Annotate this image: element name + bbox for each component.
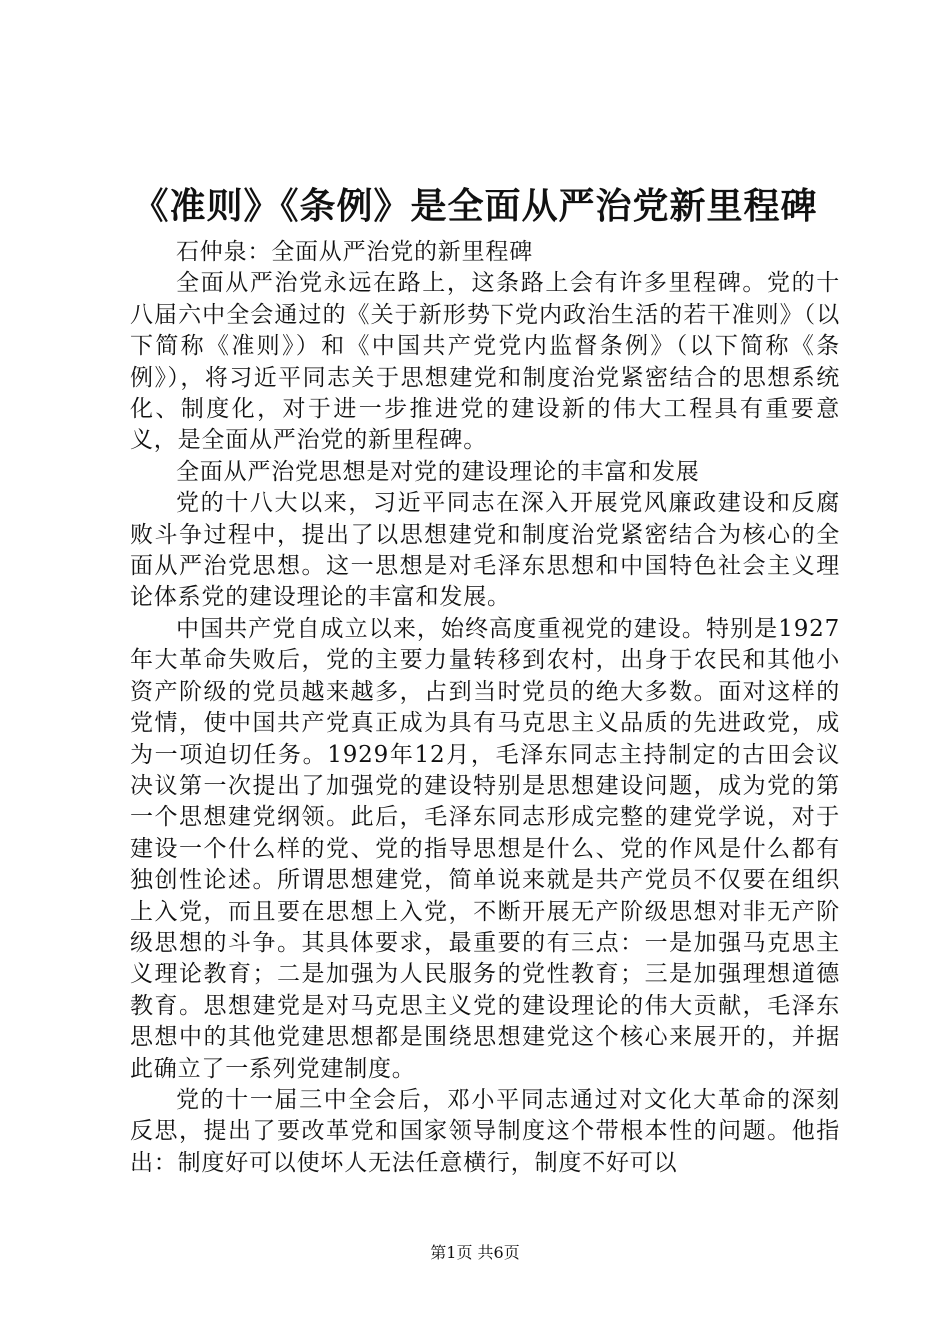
paragraph: 党的十一届三中全会后，邓小平同志通过对文化大革命的深刻反思，提出了要改革党和国家领导制度这个带根本性的问题。他指出：制度好可以使坏人无法任意横行，制度不好可以 (130, 1086, 840, 1176)
paragraph: 党的十八大以来，习近平同志在深入开展党风廉政建设和反腐败斗争过程中，提出了以思想建党和制度治党紧密结合为核心的全面从严治党思想。这一思想是对毛泽东思想和中国特色社会主义理论体系党的建设理论的丰富和发展。 (130, 490, 840, 611)
document-body (130, 237, 840, 1179)
paragraph: 中国共产党自成立以来，始终高度重视党的建设。特别是1927年大革命失败后，党的主要力量转移到农村，出身于农民和其他小资产阶级的党员越来越多，占到当时党员的绝大多数。面对这样的党情，使中国共产党真正成为具有马克思主义品质的先进政党，成为一项迫切任务。1929年12月，毛泽东同志主持制定的古田会议决议第一次提出了加强党的建设特别是思想建设问题，成为党的第一个思想建党纲领。此后，毛泽东同志形成完整的建党学说，对于建设一个什么样的党、党的指导思想是什么、党的作风是什么都有独创性论述。所谓思想建党，简单说来就是共产党员不仅要在组织上入党，而且要在思想上入党，不断开展无产阶级思想对非无产阶级思想的斗争。其具体要求，最重要的有三点：一是加强马克思主义理论教育；二是加强为人民服务的党性教育；三是加强理想道德教育。思想建党是对马克思主义党的建设理论的伟大贡献，毛泽东思想中的其他党建思想都是围绕思想建党这个核心来展开的，并据此确立了一系列党建制度。 (130, 615, 840, 1082)
paragraph: 全面从严治党永远在路上，这条路上会有许多里程碑。党的十八届六中全会通过的《关于新形势下党内政治生活的若干准则》（以下简称《准则》）和《中国共产党党内监督条例》（以下简称《条例》），将习近平同志关于思想建党和制度治党紧密结合的思想系统化、制度化，对于进一步推进党的建设新的伟大工程具有重要意义，是全面从严治党的新里程碑。 (130, 270, 840, 454)
author-line: 石仲泉：全面从严治党的新里程碑 (176, 239, 533, 265)
document-title: 《准则》《条例》是全面从严治党新里程碑 (132, 186, 818, 227)
page-number: 第1页 共6页 (430, 1243, 520, 1262)
section-heading: 全面从严治党思想是对党的建设理论的丰富和发展 (176, 458, 700, 485)
